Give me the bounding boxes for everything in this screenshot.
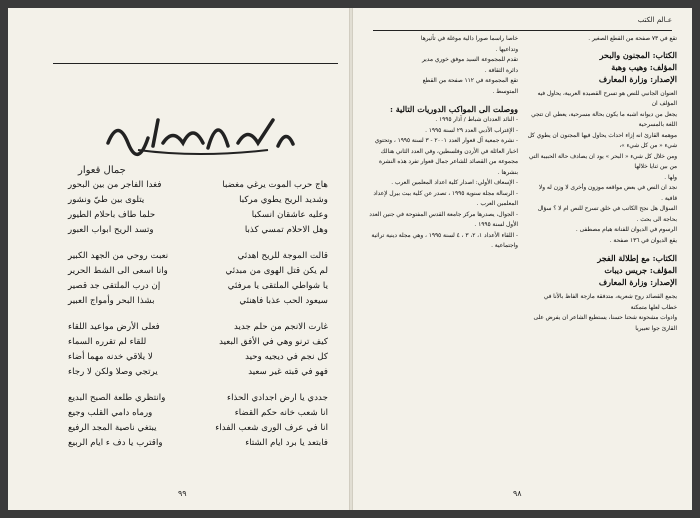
book2-details xyxy=(527,252,677,288)
review-paragraph: العنوان الجانبي للنص هو تسرح القصيدة العربية، يحاول فيه المؤلف ان xyxy=(537,90,677,107)
review-paragraph: نجد ان النص في بعض مواقعه موزون وأخرى لا وزن له ولا قافية . xyxy=(538,185,677,202)
verse-first-hemistich: انا شعب خانه حكم القضاء xyxy=(234,408,328,418)
poem-verse xyxy=(68,320,328,335)
poem-verse xyxy=(68,335,328,350)
verse-second-hemistich: واقترب يا دف ء ايام الربيع xyxy=(68,438,163,448)
verse-second-hemistich: يبتغي ناصية المجد الرفيع xyxy=(68,423,157,433)
verse-first-hemistich: وعليه عاشقان انسكبا xyxy=(251,210,328,220)
text-line: تقع المجموعة في ١١٢ صفحة من القطع xyxy=(422,78,518,84)
verse-first-hemistich: وشديد الريح يطوي مركبا xyxy=(239,195,328,205)
left-page xyxy=(8,8,349,510)
verse-second-hemistich: لا يلاقي خدنه مهما أضاء xyxy=(68,352,153,362)
running-header: عـالم الكتب xyxy=(637,16,672,24)
verse-first-hemistich: يا شواطي الملتقى يا مرفئي xyxy=(227,281,328,291)
book2-review xyxy=(527,292,677,334)
verse-first-hemistich: كيف ترنو وهي في الأفق البعيد xyxy=(219,337,328,347)
verse-first-hemistich: هاج حرب الموت يرغي مغضبا xyxy=(222,180,328,190)
right-column xyxy=(527,34,677,334)
poem-verse xyxy=(68,223,328,238)
book1-details xyxy=(527,49,677,85)
verse-first-hemistich: قالت الموجة للريح اهدئي xyxy=(237,251,328,261)
book1-review xyxy=(527,89,677,247)
text-line: خاصا راسما صورا دالية موغلة في تأثيرها xyxy=(420,36,518,42)
poem-verse xyxy=(68,406,328,421)
verse-first-hemistich: لم يكن قتل الهوى من مبدئي xyxy=(225,266,328,276)
book-detail-line: الإصدار: وزارة المعارف xyxy=(598,277,677,287)
text-line: وتداعيها . xyxy=(495,46,518,53)
verse-second-hemistich: نعبت روحي من الجهد الكبير xyxy=(68,251,169,261)
poem-verse xyxy=(68,193,328,208)
poem-verse xyxy=(68,178,328,193)
verse-first-hemistich: انا في عرف الورى شعب الفداء xyxy=(215,423,328,433)
periodical-item: - الجوال، يصدرها مركز جامعة القدس المفتوحة في جنين العدد الأول لسنة ١٩٩٥ . xyxy=(369,211,518,228)
review-paragraph: موهمة القارئ انه إزاء احداث يحاول فيها المجنون ان يطوي كل شيء « من كل شيء »، xyxy=(527,132,677,149)
verse-first-hemistich: غارت الانجم من حلم جديد xyxy=(234,322,328,332)
review-paragraph: يقع الديوان في ١٣٦ صفحة . xyxy=(609,237,677,244)
poem-verse xyxy=(68,294,328,309)
verse-second-hemistich: فعلى الأرض مواعيد اللقاء xyxy=(68,322,160,332)
review-paragraph: ومن خلال كل شيء « البحر » يود ان يصادف حالة الحبيبة التي من بين ثنايا خلالها xyxy=(528,153,677,170)
poem-verse xyxy=(68,279,328,294)
review-paragraph: ولها . xyxy=(664,174,677,181)
book-detail-line: الكتاب: مع إطلالة الفجر xyxy=(597,253,677,263)
periodical-item: - اللقاء الأعداد ١، ٢، ٣ ، ٤ لسنة ١٩٩٥ ، وهي مجلة دينية تراثية واجتماعية . xyxy=(371,232,518,249)
header-rule xyxy=(373,30,672,31)
text-line: تقدم للمجموعة السيد موفق خوري مدير xyxy=(421,57,518,63)
verse-second-hemistich: وتسد الريح ابواب العبور xyxy=(68,225,154,235)
book-detail-line: المؤلف: وهيب وهبة xyxy=(611,61,677,72)
poem-verse xyxy=(68,208,328,223)
text-line: المتوسط . xyxy=(492,88,518,95)
verse-second-hemistich: فغدا الفاجر من بين البحور xyxy=(68,180,162,190)
periodical-item: - النائد العددان شباط / آذار ١٩٩٥ . xyxy=(435,117,518,123)
top-rule xyxy=(53,63,338,64)
poem-verse xyxy=(68,436,328,451)
review-paragraph: السؤال هل نجح الكاتب في خلق تسرح للنص ام لا ؟ سؤال بحاجة الى بحث . xyxy=(537,206,677,223)
review-paragraph: يجمع القصائد روح شعرية، متدفقة مازجة الفاظ بالأنا في خطاب لعلها متمكنة xyxy=(543,294,677,311)
verse-second-hemistich: وانتظري طلعة الصبح البديع xyxy=(68,393,166,403)
review-paragraph: وادوات مشحونة شحنا حسنا، يستطيع الشاعر ان يفرض على القارئ جوا تعبيريا xyxy=(533,315,677,332)
poem-verse xyxy=(68,391,328,406)
periodical-item: - نشرة جمعية آل قعوار العدد ٢٠٠١ - ٣ لسنة ١٩٩٥ ، وتحتوي اخبار العائلة في الأردن وفلسطين، وفي العدد الثاني هنالك مجموعة من القصائد للشاعر جمال قعوار تفرد هذه النشرة بنشرها . xyxy=(374,138,518,176)
poem-verse xyxy=(68,264,328,279)
review-paragraph: الرسوم في الديوان للفنانة هيام مصطفى . xyxy=(575,227,677,233)
verse-first-hemistich: سيعود الحب عذبا فاهنئي xyxy=(239,296,328,306)
right-page xyxy=(353,8,692,510)
verse-second-hemistich: إن درب الملتقى جد قصير xyxy=(68,281,161,291)
left-column xyxy=(368,34,518,252)
book-detail-line: الكتاب: المجنون والبحر xyxy=(599,49,677,60)
poem-verse xyxy=(68,421,328,436)
poem-stanza xyxy=(68,178,328,238)
verse-first-hemistich: فهو في قبته غير سعيد xyxy=(248,367,328,377)
page-number-left: ٩٩ xyxy=(178,489,187,498)
periodical-item: - الرسالة مجلة سنوية ١٩٩٥ ، تصدر عن كلية بيت بيرل لإعداد المعلمين العرب . xyxy=(373,190,518,207)
poem-stanza xyxy=(68,249,328,309)
page-number-right: ٩٨ xyxy=(513,489,522,498)
poem-verse xyxy=(68,249,328,264)
verse-second-hemistich: حلما طاف باحلام الطيور xyxy=(68,210,156,220)
verse-first-hemistich: وهل الاحلام تمسي كذبا xyxy=(244,225,328,235)
calligraphy-title xyxy=(98,108,298,158)
book-detail-line: الإصدار: وزارة المعارف xyxy=(598,73,677,84)
poem-stanza xyxy=(68,391,328,451)
poem-body xyxy=(68,178,328,462)
verse-second-hemistich: للقاء لم تقرره السماء xyxy=(68,337,147,347)
periodicals-heading: ووصلت الى المواكب الدوريات التالية : xyxy=(390,104,518,114)
verse-second-hemistich: وانا اسعى الى الشط الحرير xyxy=(68,266,168,276)
verse-second-hemistich: بشذا البحر وأمواج العبير xyxy=(68,296,155,306)
verse-second-hemistich: ورماه دامي القلب وجيع xyxy=(68,408,153,418)
verse-second-hemistich: يرتجي وصلا ولكن لا رجاء xyxy=(68,367,158,377)
left-column-text xyxy=(368,34,518,97)
verse-second-hemistich: يتلوى بين طيّ ونشور xyxy=(68,195,145,205)
review-paragraph: يجعل من ديوانه اشبه ما يكون بحالة مسرحية، يعطي ان تتجي اللغة بالمسرحية xyxy=(531,111,677,128)
poem-verse xyxy=(68,350,328,365)
book-detail-line: المؤلف: جريس ديبات xyxy=(604,265,677,275)
verse-first-hemistich: جددي يا ارض اجدادي الحذاء xyxy=(227,393,328,403)
book-spread xyxy=(8,8,692,510)
text-line: دائرة الثقافة . xyxy=(484,67,518,74)
intro-text: تقع في ٧٣ صفحة من القطع الصغير . xyxy=(588,36,677,42)
poem-stanza xyxy=(68,320,328,380)
verse-first-hemistich: فابتعد يا برد ايام الشتاء xyxy=(245,438,328,448)
verse-first-hemistich: كل نجم في ديجيه وحيد xyxy=(245,352,328,362)
poem-author: جمال قعوار xyxy=(78,165,126,176)
periodical-item: - الإسعاف الأولي: اصدار كلية اعداد المعلمين العرب . xyxy=(391,180,518,186)
poem-verse xyxy=(68,365,328,380)
periodical-item: - الإغتراب الأدبي العدد ٢٩ لسنة ١٩٩٥ . xyxy=(425,127,518,134)
periodicals-list xyxy=(368,115,518,252)
